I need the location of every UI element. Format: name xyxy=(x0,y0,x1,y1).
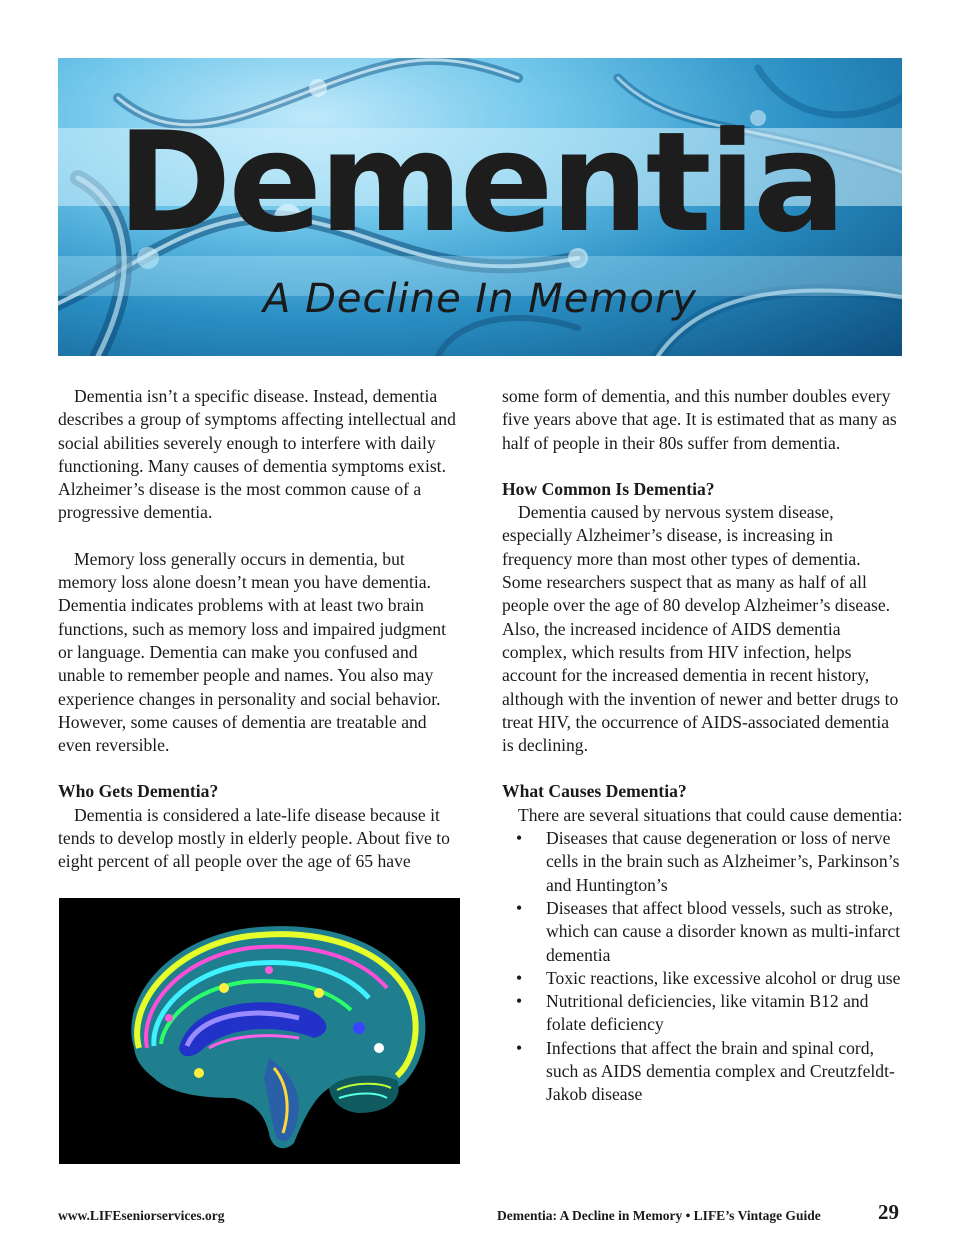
what-causes-intro: There are several situations that could cause dementia: xyxy=(518,804,903,825)
list-item: • Diseases that cause degeneration or loss of nerve cells in the brain such as Alzheimer’s, Parkinson’s and Huntington’s xyxy=(502,827,904,897)
intro-paragraph: Dementia isn’t a specific disease. Instead, dementia describes a group of symptoms affecting intellectual and social abilities severely enough to interfere with daily functioning. Many causes of dementia symptoms exist. Alzheimer’s disease is the most common cause of a progressive dementia. xyxy=(58,386,456,523)
page-number: 29 xyxy=(878,1200,899,1224)
page-subtitle: A Decline In Memory xyxy=(263,276,697,322)
footer-website: www.LIFEseniorservices.org xyxy=(58,1208,225,1223)
how-common-heading: How Common Is Dementia? xyxy=(502,478,715,499)
title-banner xyxy=(58,58,902,356)
list-item: • Diseases that affect blood vessels, such as stroke, which can cause a disorder known as multi-infarct dementia xyxy=(502,897,904,967)
page-title: Dementia xyxy=(116,102,844,263)
who-gets-dementia-paragraph: Dementia is considered a late-life disease because it tends to develop mostly in elderly people. About five to eight percent of all people over the age of 65 have xyxy=(58,804,450,872)
brain-scan-image xyxy=(59,898,460,1164)
continued-paragraph: some form of dementia, and this number doubles every five years above that age. It is estimated that as many as half of people in their 80s suffer from dementia. xyxy=(502,386,897,453)
footer-guide-title: Dementia: A Decline in Memory • LIFE’s Vintage Guide xyxy=(497,1208,821,1223)
how-common-paragraph: Dementia caused by nervous system disease, especially Alzheimer’s disease, is increasing in frequency more than most other types of dementia. Some researchers suspect that as many as half of all people over the age of 80 develop Alzheimer’s disease. Also, the increased incidence of AIDS dementia complex, which results from HIV infection, helps account for the increased dementia in recent history, although with the invention of newer and better drugs to treat HIV, the occurrence of AIDS-associated dementia is declining. xyxy=(502,502,899,756)
right-column xyxy=(502,385,904,1107)
left-column xyxy=(58,385,458,874)
who-gets-dementia-heading: Who Gets Dementia? xyxy=(58,781,219,802)
list-item: • Toxic reactions, like excessive alcohol or drug use xyxy=(502,967,904,990)
memory-loss-paragraph: Memory loss generally occurs in dementia, but memory loss alone doesn’t mean you have dementia. Dementia indicates problems with at least two brain functions, such as memory loss and impaired judgment or language. Dementia can make you confused and unable to remember people and names. You also may experience changes in personality and social behavior. However, some causes of dementia are treatable and even reversible. xyxy=(58,548,446,756)
causes-list xyxy=(502,827,904,1107)
list-item: • Nutritional deficiencies, like vitamin B12 and folate deficiency xyxy=(502,990,904,1037)
what-causes-heading: What Causes Dementia? xyxy=(502,781,687,802)
list-item: • Infections that affect the brain and spinal cord, such as AIDS dementia complex and Creutzfeldt-Jakob disease xyxy=(502,1037,904,1107)
